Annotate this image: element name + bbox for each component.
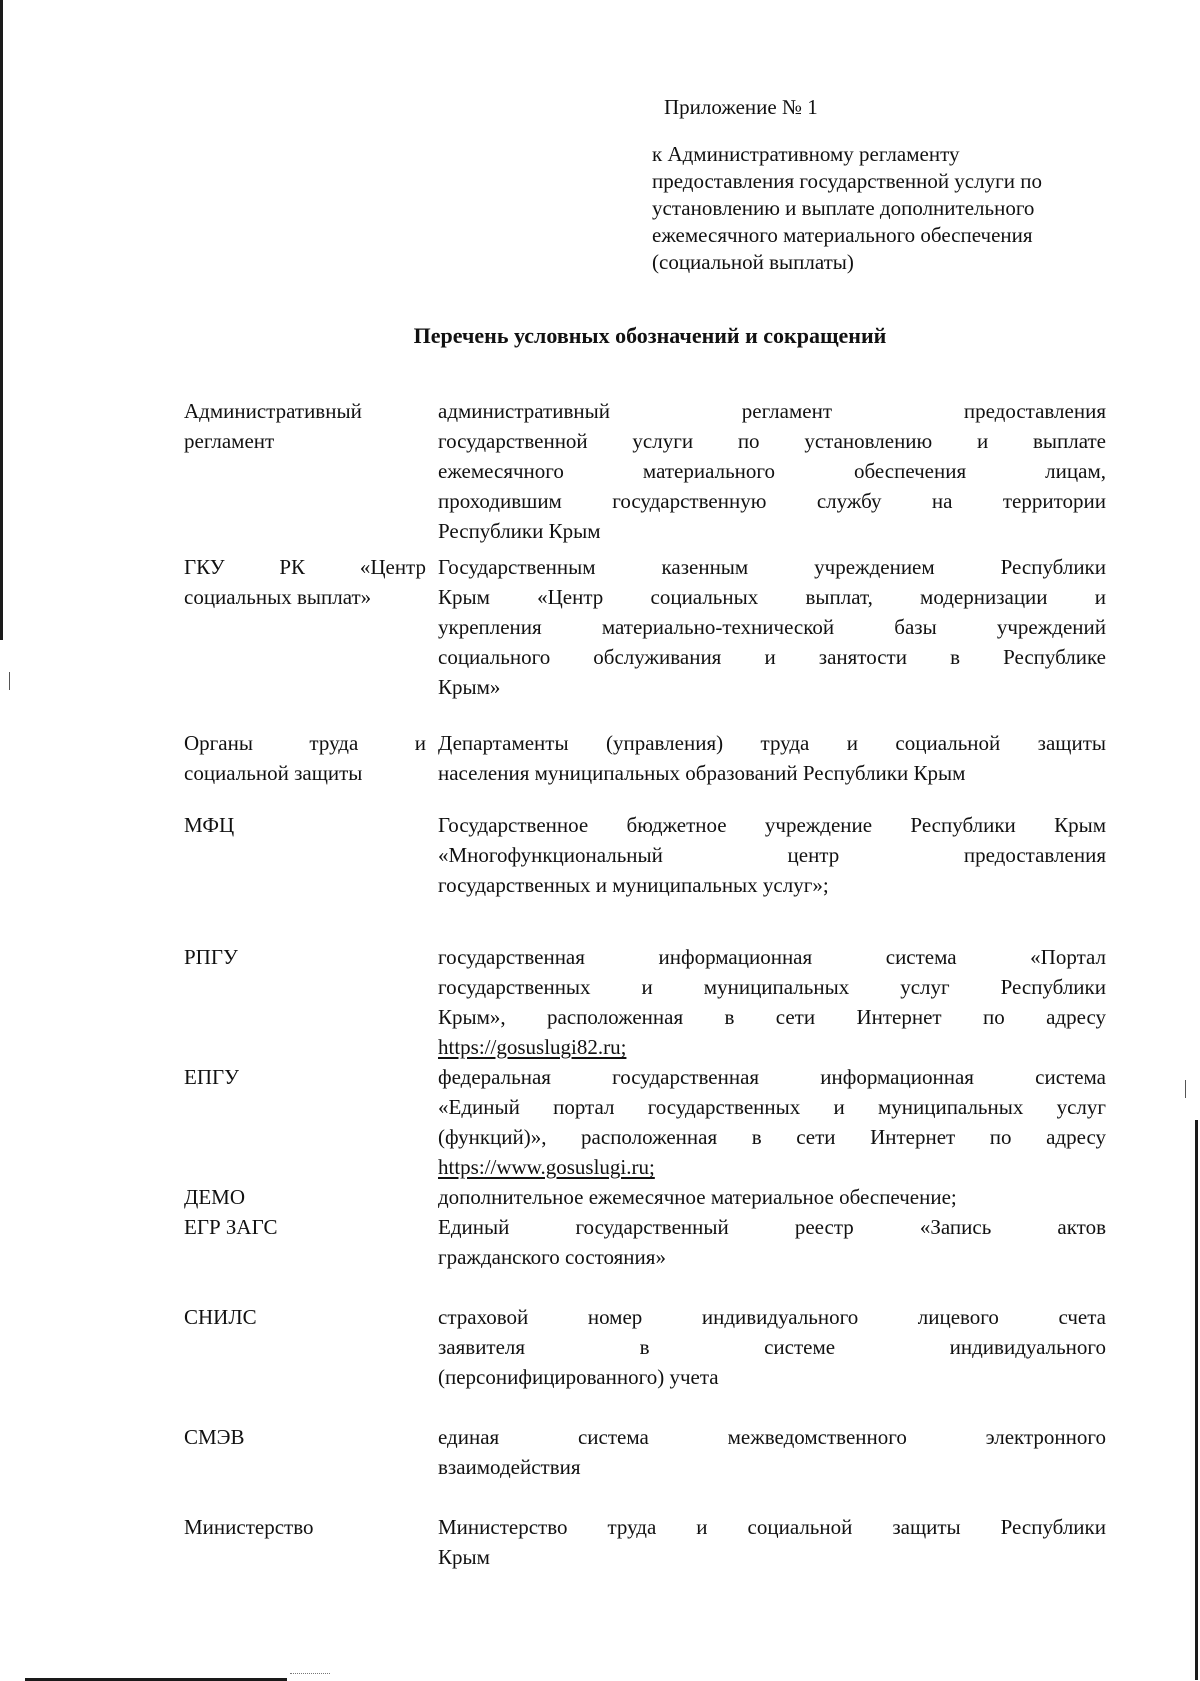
definition-line: административный регламент предоставления (438, 399, 1106, 423)
definition (438, 1512, 1106, 1572)
rpgu-link[interactable]: https://gosuslugi82.ru; (438, 1035, 627, 1059)
term-row-smev (184, 1422, 1106, 1482)
definition-line: Крым», расположенная в сети Интернет по адресу (438, 1005, 1106, 1029)
scan-dots-bottom (290, 1673, 330, 1675)
term-line: СНИЛС (184, 1305, 257, 1329)
term (184, 1302, 438, 1332)
term-line: социальной защиты (184, 761, 363, 785)
term-row-snils (184, 1302, 1106, 1392)
definition (438, 810, 1106, 900)
definition-line: «Единый портал государственных и муниципальных услуг (438, 1095, 1106, 1119)
definition-line: гражданского состояния» (438, 1245, 666, 1269)
definition (438, 552, 1106, 702)
definition (438, 1212, 1106, 1272)
term-line: Административный (184, 399, 362, 423)
definition-line: (персонифицированного) учета (438, 1365, 719, 1389)
term (184, 810, 438, 840)
definition (438, 942, 1106, 1062)
term-line: РПГУ (184, 945, 238, 969)
terms-list (184, 396, 1106, 1572)
term-row-labor-bodies (184, 728, 1106, 788)
term-row-ministry (184, 1512, 1106, 1572)
definition-line: страховой номер индивидуального лицевого счета (438, 1305, 1106, 1329)
term-row-mfc (184, 810, 1106, 900)
definition-line: государственных и муниципальных услуг Республики (438, 975, 1106, 999)
definition-line: государственная информационная система «Портал (438, 945, 1106, 969)
definition-line: Крым (438, 1545, 490, 1569)
scan-edge-right (1195, 1120, 1198, 1680)
definition-line: единая система межведомственного электронного (438, 1425, 1106, 1449)
term-line: СМЭВ (184, 1425, 245, 1449)
definition-line: Единый государственный реестр «Запись актов (438, 1215, 1106, 1239)
term-row-gku-rk (184, 552, 1106, 702)
term-line: ДЕМО (184, 1185, 245, 1209)
definition-line: проходившим государственную службу на территории (438, 489, 1106, 513)
term (184, 1182, 438, 1212)
appendix-line: установлению и выплате дополнительного (652, 196, 1035, 220)
appendix-line: предоставления государственной услуги по (652, 169, 1042, 193)
epgu-link[interactable]: https://www.gosuslugi.ru; (438, 1155, 655, 1179)
term (184, 1062, 438, 1092)
term (184, 396, 438, 456)
definition (438, 1302, 1106, 1392)
definition-line: федеральная государственная информационная система (438, 1065, 1106, 1089)
definition-line: дополнительное ежемесячное материальное обеспечение; (438, 1185, 957, 1209)
appendix-line: ежемесячного материального обеспечения (652, 223, 1033, 247)
definition (438, 1062, 1106, 1182)
definition-line (438, 1152, 1106, 1182)
definition-line: Республики Крым (438, 519, 601, 543)
document-title: Перечень условных обозначений и сокращений (413, 323, 887, 348)
definition-line: государственных и муниципальных услуг»; (438, 873, 829, 897)
definition-line: социального обслуживания и занятости в Республике (438, 645, 1106, 669)
definition-line: ежемесячного материального обеспечения лицам, (438, 459, 1106, 483)
definition-line: населения муниципальных образований Республики Крым (438, 761, 966, 785)
scan-mark-right (1185, 1080, 1186, 1098)
definition (438, 396, 1106, 546)
definition-line: взаимодействия (438, 1455, 581, 1479)
scan-edge-left (0, 0, 3, 640)
definition (438, 728, 1106, 788)
appendix-line: (социальной выплаты) (652, 250, 854, 274)
definition-line: (функций)», расположенная в сети Интернет по адресу (438, 1125, 1106, 1149)
term (184, 1212, 438, 1242)
term-line: регламент (184, 429, 275, 453)
definition-line: Государственное бюджетное учреждение Республики Крым (438, 813, 1106, 837)
definition-line: Министерство труда и социальной защиты Республики (438, 1515, 1106, 1539)
term (184, 1422, 438, 1452)
definition-line: Департаменты (управления) труда и социальной защиты (438, 731, 1106, 755)
definition (438, 1422, 1106, 1482)
definition-line: государственной услуги по установлению и выплате (438, 429, 1106, 453)
term-row-demo (184, 1182, 1106, 1212)
definition-line: укрепления материально-технической базы учреждений (438, 615, 1106, 639)
term (184, 552, 438, 612)
term-line: социальных выплат» (184, 585, 372, 609)
term (184, 728, 438, 788)
term-line: Органы труда и (184, 731, 426, 755)
appendix-number: Приложение № 1 (664, 95, 818, 119)
definition-line: заявителя в системе индивидуального (438, 1335, 1106, 1359)
term-row-admin-regulation (184, 396, 1106, 546)
definition-line: Государственным казенным учреждением Республики (438, 555, 1106, 579)
term-line: ЕГР ЗАГС (184, 1215, 278, 1239)
definition (438, 1182, 1106, 1212)
term-line: Министерство (184, 1515, 314, 1539)
term (184, 942, 438, 972)
appendix-header (652, 94, 1122, 276)
definition-line (438, 1032, 1106, 1062)
term-row-rpgu (184, 942, 1106, 1062)
term-row-epgu (184, 1062, 1106, 1182)
term-line: ЕПГУ (184, 1065, 240, 1089)
appendix-line: к Административному регламенту (652, 142, 960, 166)
scan-mark-left (9, 672, 10, 690)
term-line: ГКУ РК «Центр (184, 555, 426, 579)
term-line: МФЦ (184, 813, 235, 837)
definition-line: Крым «Центр социальных выплат, модернизации и (438, 585, 1106, 609)
definition-line: Крым» (438, 675, 501, 699)
definition-line: «Многофункциональный центр предоставления (438, 843, 1106, 867)
term-row-egr-zags (184, 1212, 1106, 1272)
term (184, 1512, 438, 1542)
